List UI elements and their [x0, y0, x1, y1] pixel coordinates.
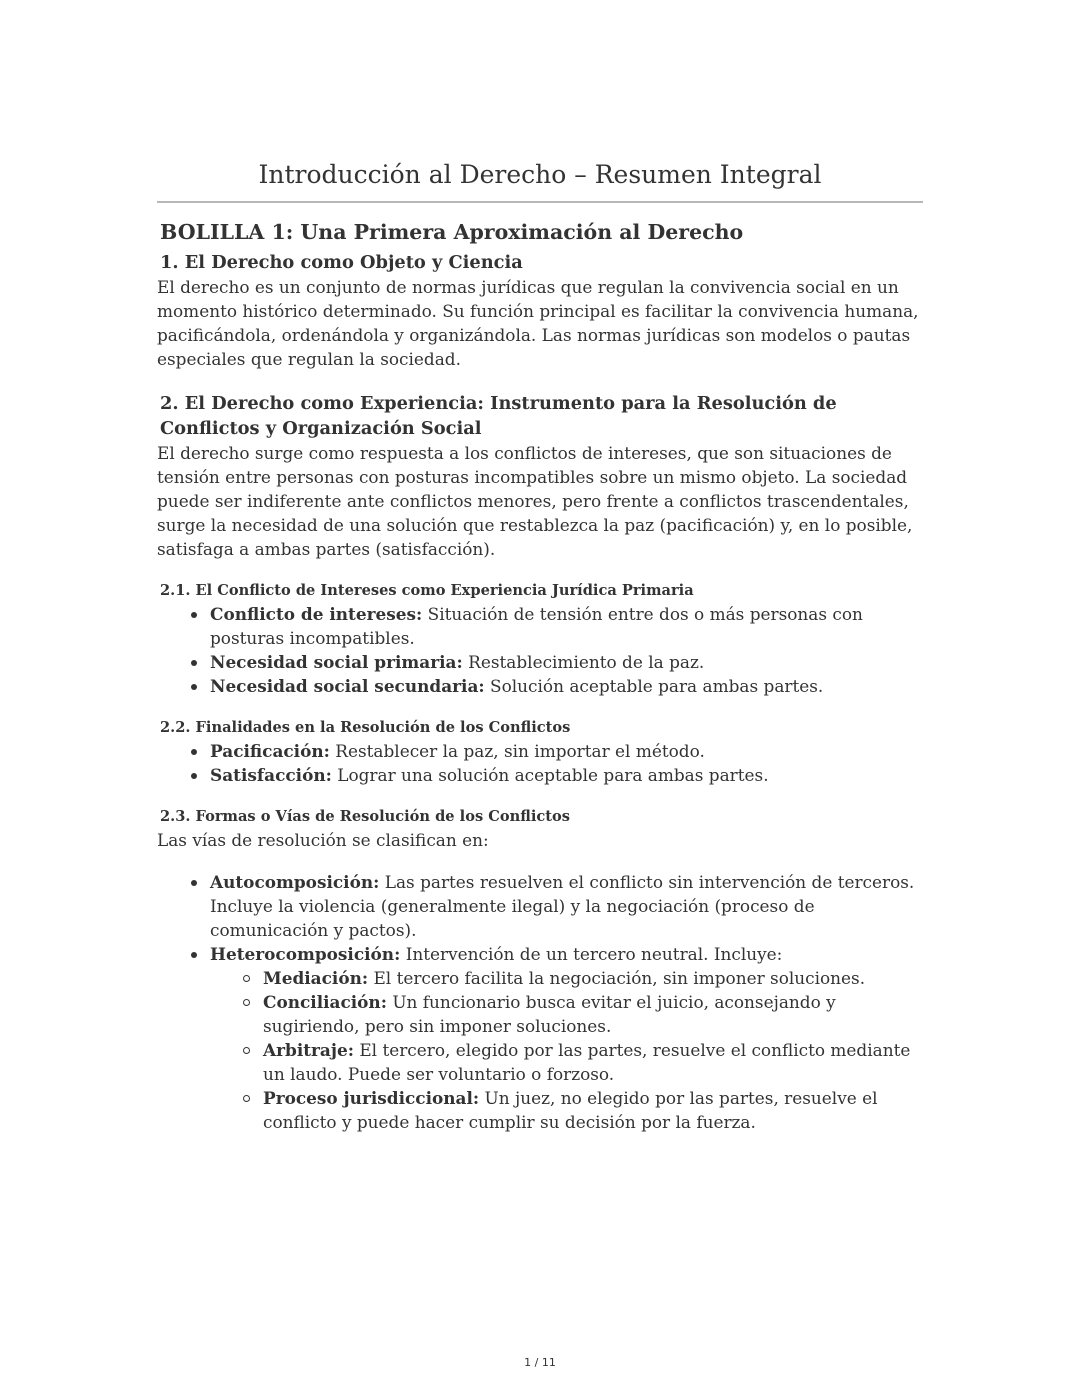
section-1-paragraph: El derecho es un conjunto de normas jurídicas que regulan la convivencia social en un momento histórico determinado. Su función principal es facilitar la convivencia humana, pacificándola, ordenándola y organizándola. Las normas jurídicas son modelos o pautas especiales que regulan la sociedad.: [157, 277, 919, 369]
section-2-heading: 2. El Derecho como Experiencia: Instrumento para la Resolución de Conflictos y Organización Social: [160, 393, 837, 439]
subsection-2-3-list: [157, 870, 923, 1134]
sublist-item-term: Conciliación:: [263, 992, 387, 1012]
list-item-term: Pacificación:: [210, 741, 330, 761]
subsection-2-3-intro: Las vías de resolución se clasifican en:: [157, 830, 489, 850]
subsection-2-2-list: [157, 739, 923, 787]
sublist-item-text: Un juez, no elegido por las partes, resuelve el conflicto y puede hacer cumplir su decisión por la fuerza.: [263, 1088, 878, 1132]
list-item-text: Restablecimiento de la paz.: [462, 652, 705, 672]
sublist-item: [263, 966, 923, 990]
list-item: [210, 674, 923, 698]
sublist-item-term: Mediación:: [263, 968, 369, 988]
list-item: [210, 602, 923, 650]
list-item-text: Lograr una solución aceptable para ambas partes.: [331, 765, 769, 785]
section-2-paragraph: El derecho surge como respuesta a los conflictos de intereses, que son situaciones de tensión entre personas con posturas incompatibles sobre un mismo objeto. La sociedad puede ser indiferente ante conflictos menores, pero frente a conflictos trascendentales, surge la necesidad de una solución que restablezca la paz (pacificación) y, en lo posible, satisfaga a ambas partes (satisfacción).: [157, 443, 913, 559]
list-item-term: Conflicto de intereses:: [210, 604, 423, 624]
list-item-text: Las partes resuelven el conflicto sin intervención de terceros. Incluye la violencia (generalmente ilegal) y la negociación (proceso de comunicación y pactos).: [210, 872, 915, 940]
list-item-text: Solución aceptable para ambas partes.: [484, 676, 824, 696]
list-item: [210, 870, 923, 942]
document-content: [157, 216, 923, 1134]
bolilla-heading: BOLILLA 1: Una Primera Aproximación al Derecho: [160, 220, 744, 244]
document-title: Introducción al Derecho – Resumen Integral: [258, 160, 822, 189]
subsection-2-2-heading: 2.2. Finalidades en la Resolución de los Conflictos: [160, 719, 571, 736]
heterocomposicion-sublist: [210, 966, 923, 1134]
list-item: [210, 739, 923, 763]
list-item-text: Restablecer la paz, sin importar el método.: [329, 741, 705, 761]
sublist-item-text: El tercero, elegido por las partes, resuelve el conflicto mediante un laudo. Puede ser voluntario o forzoso.: [263, 1040, 911, 1084]
list-item-term: Heterocomposición:: [210, 944, 401, 964]
list-item-term: Satisfacción:: [210, 765, 332, 785]
list-item-text: Situación de tensión entre dos o más personas con posturas incompatibles.: [210, 604, 863, 648]
sublist-item: [263, 990, 923, 1038]
sublist-item: [263, 1086, 923, 1134]
list-item: [210, 650, 923, 674]
list-item: [210, 763, 923, 787]
sublist-item-text: El tercero facilita la negociación, sin imponer soluciones.: [368, 968, 866, 988]
subsection-2-1-heading: 2.1. El Conflicto de Intereses como Experiencia Jurídica Primaria: [160, 582, 694, 599]
sublist-item-term: Arbitraje:: [263, 1040, 354, 1060]
sublist-item: [263, 1038, 923, 1086]
list-item-term: Necesidad social primaria:: [210, 652, 463, 672]
list-item-term: Autocomposición:: [210, 872, 380, 892]
sublist-item-text: Un funcionario busca evitar el juicio, aconsejando y sugiriendo, pero sin imponer soluciones.: [263, 992, 836, 1036]
section-1-heading: 1. El Derecho como Objeto y Ciencia: [160, 252, 523, 273]
sublist-item-term: Proceso jurisdiccional:: [263, 1088, 480, 1108]
subsection-2-1-list: [157, 602, 923, 698]
page-number: 1 / 11: [524, 1356, 556, 1369]
list-item: [210, 942, 923, 1134]
subsection-2-3-heading: 2.3. Formas o Vías de Resolución de los Conflictos: [160, 808, 570, 825]
list-item-text: Intervención de un tercero neutral. Incluye:: [400, 944, 783, 964]
title-divider: [157, 201, 923, 203]
list-item-term: Necesidad social secundaria:: [210, 676, 485, 696]
